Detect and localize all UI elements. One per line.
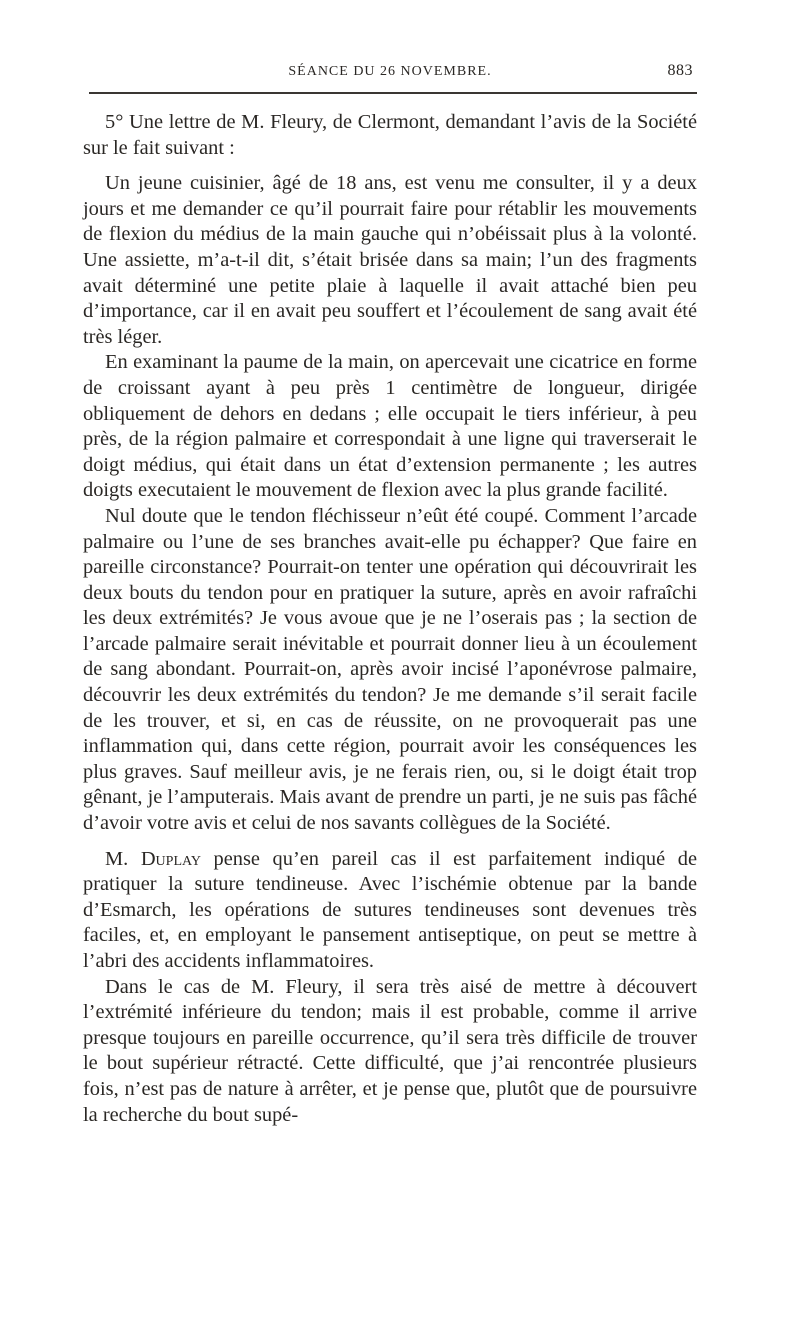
speaker-text: pense qu’en pareil cas il est parfaitement indiqué de pratiquer la suture tendineuse. Avec l’ischémie obtenue par la bande d’Esmarch, les opérations de sutures tendineuses sont devenues très faciles, et, en employant le pansement antiseptique, on peut se mettre à l’abri des accidents inflammatoires. (83, 847, 697, 972)
paragraph-duplay-reply (83, 847, 697, 975)
speaker-name: M. Duplay (105, 847, 201, 870)
body-text (83, 110, 697, 1128)
paragraph-question: Nul doute que le tendon fléchisseur n’eût été coupé. Comment l’arcade palmaire ou l’une de ses branches avait-elle pu échapper? Que faire en pareille circonstance? Pourrait-on tenter une opération qui découvrirait les deux bouts du tendon pour en pratiquer la suture, après en avoir rafraîchi les deux extrémités? Je vous avoue que je ne l’oserais pas ; la section de l’arcade palmaire serait inévitable et pourrait donner lieu à un écoulement de sang abondant. Pourrait-on, après avoir incisé l’aponévrose palmaire, découvrir les deux extrémités du tendon? Je me demande s’il serait facile de les trouver, et si, en cas de réussite, on ne provoquerait pas une inflammation qui, dans cette région, pourrait avoir les conséquences les plus graves. Sauf meilleur avis, je ne ferais rien, ou, si le doigt était trop gênant, je l’amputerais. Mais avant de prendre un parti, je ne suis pas fâché d’avoir votre avis et celui de nos savants collègues de la Société. (83, 504, 697, 835)
header-rule (89, 92, 697, 94)
running-title: SÉANCE DU 26 NOVEMBRE. (288, 64, 492, 79)
document-page (83, 58, 697, 1128)
paragraph-case-description: Un jeune cuisinier, âgé de 18 ans, est venu me consulter, il y a deux jours et me demander ce qu’il pourrait faire pour rétablir les mouvements de flexion du médius de la main gauche qui n’obéissait plus à la volonté. Une assiette, m’a-t-il dit, s’était brisée dans sa main; l’un des fragments avait déterminé une petite plaie à laquelle il avait attaché bien peu d’importance, car il en avait peu souffert et l’écoulement de sang avait été très léger. (83, 172, 697, 348)
running-head (83, 58, 697, 86)
page-number: 883 (667, 62, 693, 79)
paragraph-fleury-case: Dans le cas de M. Fleury, il sera très aisé de mettre à découvert l’extrémité inférieure du tendon; mais il est probable, comme il arrive presque toujours en pareille occurrence, qu’il sera très difficile de trouver le bout supérieur rétracté. Cette difficulté, que j’ai rencontrée plusieurs fois, n’est pas de nature à arrêter, et je pense que, plutôt que de poursuivre la recherche du bout supé- (83, 975, 697, 1126)
paragraph-examination: En examinant la paume de la main, on apercevait une cicatrice en forme de croissant ayant à peu près 1 centimètre de longueur, dirigée obliquement de dehors en dedans ; elle occupait le tiers inférieur, à peu près, de la région palmaire et correspondait à une ligne qui traverserait le doigt médius, qui était dans un état d’extension permanente ; les autres doigts executaient le mouvement de flexion avec la plus grande facilité. (83, 351, 697, 502)
paragraph-letter-intro: 5° Une lettre de M. Fleury, de Clermont, demandant l’avis de la Société sur le fait suivant : (83, 111, 697, 159)
